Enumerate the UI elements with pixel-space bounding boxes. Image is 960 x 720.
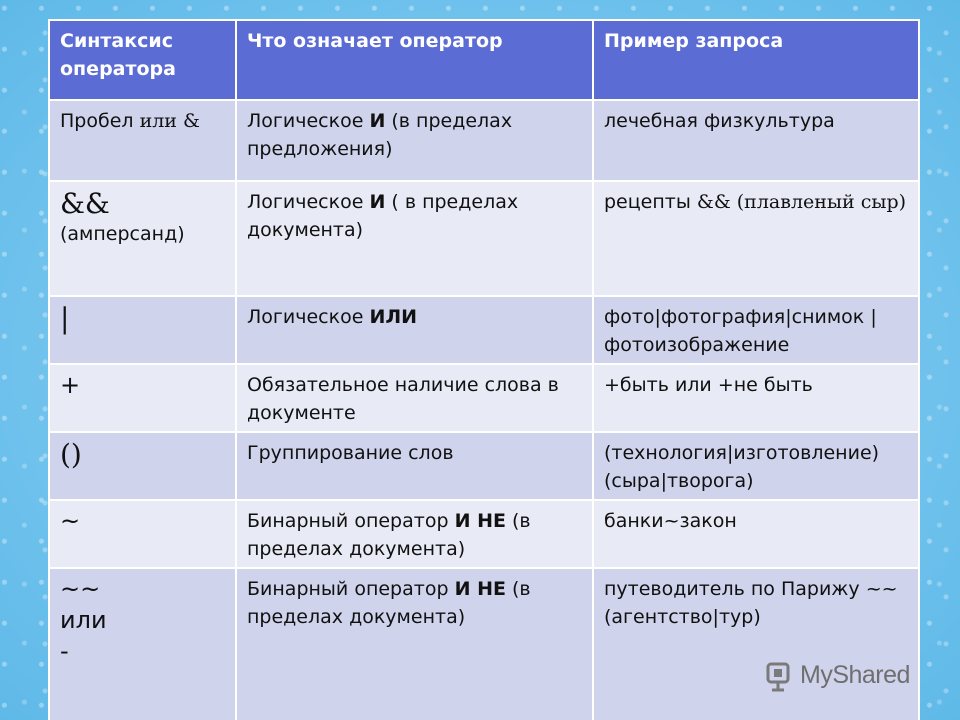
meaning-text-end: (в пределах предложения) bbox=[247, 110, 513, 160]
example-serif-text: && (плавленый сыр) bbox=[696, 191, 907, 213]
syntax-caption: (амперсанд) bbox=[60, 223, 185, 245]
syntax-symbol: | bbox=[60, 302, 70, 335]
meaning-text: Группирование слов bbox=[247, 442, 454, 464]
syntax-symbol: () bbox=[60, 438, 82, 471]
syntax-symbol: ~~ bbox=[60, 575, 101, 603]
meaning-bold: ИЛИ bbox=[369, 306, 418, 328]
table-row bbox=[49, 364, 919, 432]
example-text: +быть или +не быть bbox=[604, 374, 813, 396]
table-row bbox=[49, 500, 919, 568]
syntax-symbol: ~ bbox=[60, 507, 81, 535]
syntax-cell bbox=[49, 181, 236, 296]
table-row bbox=[49, 296, 919, 364]
meaning-text: Бинарный оператор bbox=[247, 578, 455, 600]
table-row bbox=[49, 432, 919, 500]
meaning-bold: И НЕ bbox=[454, 578, 506, 600]
syntax-or: или bbox=[60, 606, 107, 634]
meaning-text-end: (в пределах документа) bbox=[247, 578, 531, 628]
header-meaning: Что означает оператор bbox=[236, 20, 593, 100]
meaning-text: Логическое bbox=[247, 110, 370, 132]
meaning-cell bbox=[236, 568, 593, 720]
header-syntax: Синтаксис оператора bbox=[49, 20, 236, 100]
meaning-bold: И bbox=[369, 110, 386, 132]
meaning-cell bbox=[236, 296, 593, 364]
syntax-cell bbox=[49, 296, 236, 364]
meaning-cell bbox=[236, 364, 593, 432]
header-example: Пример запроса bbox=[593, 20, 919, 100]
meaning-cell bbox=[236, 500, 593, 568]
meaning-text: Обязательное наличие слова в документе bbox=[247, 374, 559, 424]
example-text: банки~закон bbox=[604, 510, 737, 532]
meaning-text: Логическое bbox=[247, 191, 370, 213]
watermark-text: MyShared bbox=[800, 660, 910, 689]
watermark bbox=[766, 655, 936, 695]
syntax-cell bbox=[49, 568, 236, 720]
example-cell bbox=[593, 432, 919, 500]
table-header-row bbox=[49, 20, 919, 100]
table-row bbox=[49, 100, 919, 181]
meaning-bold: И bbox=[369, 191, 386, 213]
example-cell bbox=[593, 500, 919, 568]
syntax-suffix: или & bbox=[133, 110, 200, 132]
example-cell bbox=[593, 100, 919, 181]
meaning-text: Логическое bbox=[247, 306, 370, 328]
syntax-symbol-alt: - bbox=[60, 637, 69, 665]
syntax-symbol: && bbox=[60, 187, 110, 220]
syntax-cell bbox=[49, 432, 236, 500]
syntax-symbol: + bbox=[60, 371, 81, 399]
meaning-cell bbox=[236, 181, 593, 296]
example-cell bbox=[593, 364, 919, 432]
syntax-text: Пробел bbox=[60, 110, 134, 132]
syntax-cell bbox=[49, 500, 236, 568]
syntax-cell bbox=[49, 364, 236, 432]
meaning-bold: И НЕ bbox=[454, 510, 506, 532]
example-text: рецепты bbox=[604, 191, 697, 213]
example-text: путеводитель по Парижу ~~ (агентство|тур) bbox=[604, 578, 898, 628]
example-cell bbox=[593, 568, 919, 720]
example-cell bbox=[593, 296, 919, 364]
operators-table bbox=[48, 19, 920, 720]
table-row bbox=[49, 181, 919, 296]
example-text: лечебная физкультура bbox=[604, 110, 835, 132]
example-cell bbox=[593, 181, 919, 296]
example-text: фото|фотография|снимок |фотоизображение bbox=[604, 306, 877, 356]
mouse-icon bbox=[766, 658, 796, 692]
meaning-text-end: ( в пределах документа) bbox=[247, 191, 519, 241]
meaning-cell bbox=[236, 432, 593, 500]
table-row bbox=[49, 568, 919, 720]
meaning-cell bbox=[236, 100, 593, 181]
example-text: (технология|изготовление) (сыра|творога) bbox=[604, 442, 880, 492]
meaning-text-end: (в пределах документа) bbox=[247, 510, 531, 560]
syntax-cell bbox=[49, 100, 236, 181]
meaning-text: Бинарный оператор bbox=[247, 510, 455, 532]
